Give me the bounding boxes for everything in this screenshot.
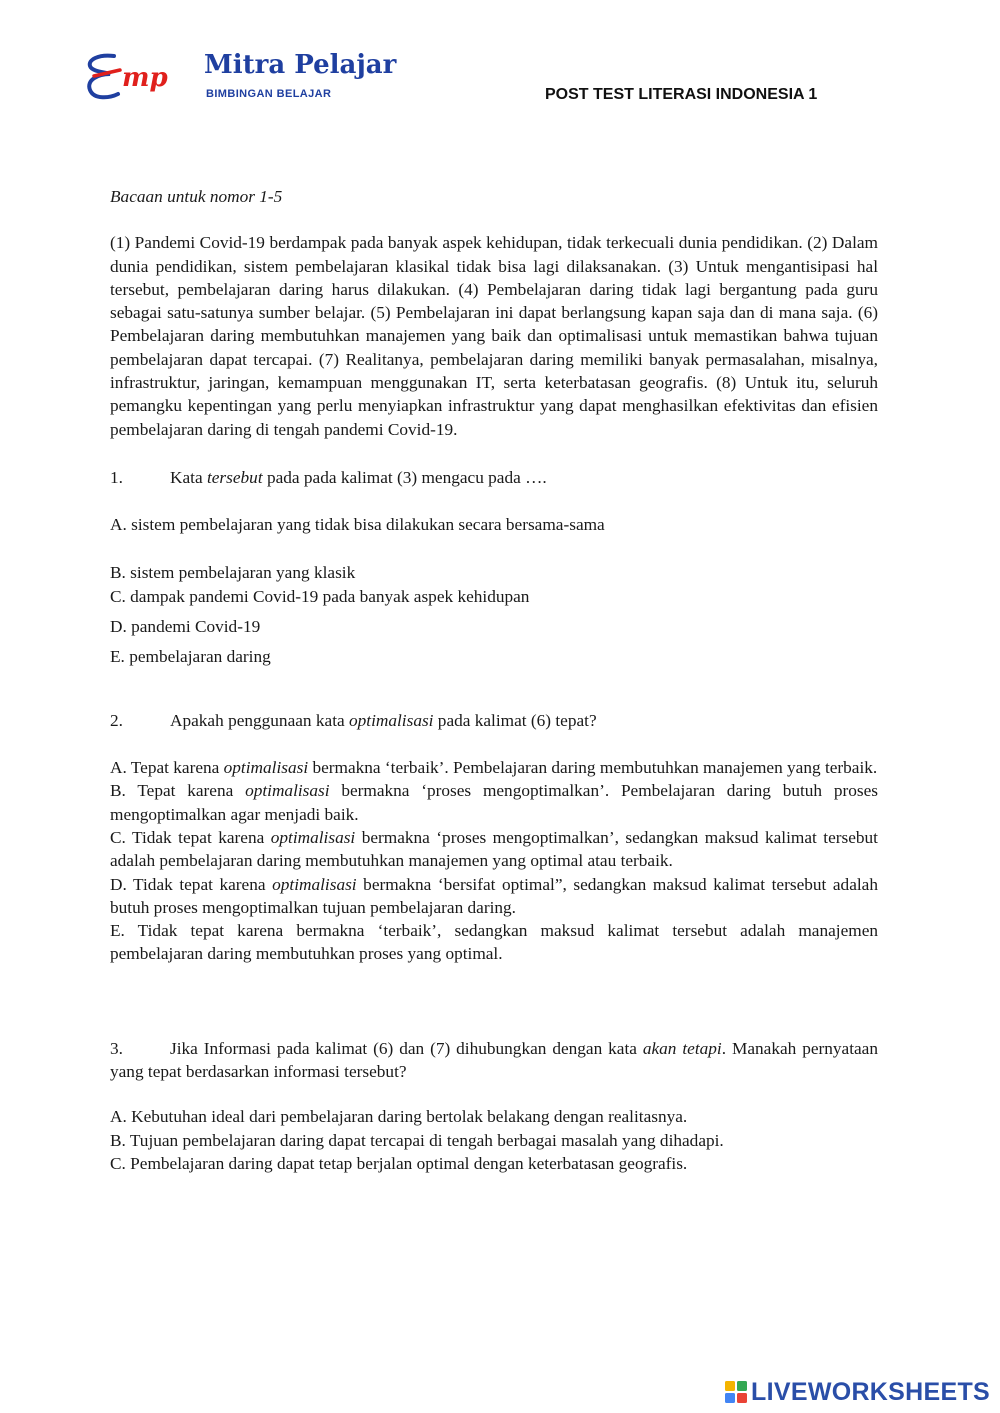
question-number: 3. [110, 1038, 123, 1058]
answer-option[interactable]: D. pandemi Covid-19 [110, 617, 261, 637]
answer-option[interactable]: B. Tepat karena optimalisasi bermakna ‘proses mengoptimalkan’. Pembelajaran daring butuh proses mengoptimalkan agar menjadi baik. [110, 781, 878, 824]
question-number: 2. [110, 710, 123, 730]
document-title: POST TEST LITERASI INDONESIA 1 [545, 86, 818, 103]
answer-option[interactable]: C. Pembelajaran daring dapat tetap berjalan optimal dengan keterbatasan geografis. [110, 1153, 688, 1173]
watermark-text: LIVEWORKSHEETS [751, 1377, 990, 1406]
answer-option[interactable]: E. pembelajaran daring [110, 647, 271, 667]
brand-logo [84, 50, 397, 106]
answer-option[interactable]: A. Tepat karena optimalisasi bermakna ‘terbaik’. Pembelajaran daring membutuhkan manajemen yang terbaik. [110, 758, 878, 778]
brand-tagline: BIMBINGAN BELAJAR [206, 88, 332, 100]
answer-option[interactable]: C. dampak pandemi Covid-19 pada banyak aspek kehidupan [110, 586, 530, 606]
brand-name: Mitra Pelajar [204, 50, 397, 80]
liveworksheets-watermark [725, 1379, 990, 1405]
answer-option[interactable]: A. Kebutuhan ideal dari pembelajaran daring bertolak belakang dengan realitasnya. [110, 1107, 688, 1127]
question-number: 1. [110, 467, 123, 487]
answer-option[interactable]: B. sistem pembelajaran yang klasik [110, 562, 356, 582]
answer-option[interactable]: D. Tidak tepat karena optimalisasi bermakna ‘bersifat optimal”, sedangkan maksud kalimat tersebut adalah butuh proses mengoptimalkan tujuan pembelajaran daring. [110, 874, 878, 917]
passage-label: Bacaan untuk nomor 1-5 [110, 187, 283, 206]
mitra-pelajar-logo-mark [84, 50, 204, 106]
answer-option[interactable]: B. Tujuan pembelajaran daring dapat tercapai di tengah berbagai masalah yang dihadapi. [110, 1130, 724, 1150]
answer-option[interactable]: E. Tidak tepat karena bermakna ‘terbaik’, sedangkan maksud kalimat tersebut adalah manajemen pembelajaran daring membutuhkan proses yang optimal. [110, 921, 878, 964]
answer-option[interactable]: A. sistem pembelajaran yang tidak bisa dilakukan secara bersama-sama [110, 515, 605, 535]
liveworksheets-logo-icon [725, 1381, 747, 1403]
question-stem: 3. Jika Informasi pada kalimat (6) dan (7) dihubungkan dengan kata akan tetapi. Manakah pernyataan yang tepat berdasarkan informasi tersebut? [110, 1038, 878, 1082]
answer-option[interactable]: C. Tidak tepat karena optimalisasi bermakna ‘proses mengoptimalkan’, sedangkan maksud kalimat tersebut adalah pembelajaran daring membutuhkan manajemen yang optimal atau terbaik. [110, 827, 878, 871]
reading-passage: (1) Pandemi Covid-19 berdampak pada banyak aspek kehidupan, tidak terkecuali dunia pendidikan. (2) Dalam dunia pendidikan, sistem pembelajaran klasikal tidak bisa lagi dilaksanakan. (3) Untuk mengantisipasi hal tersebut, pembelajaran daring harus dilakukan. (4) Pembelajaran daring tidak lagi bergantung pada guru sebagai satu-satunya sumber belajar. (5) Pembelajaran ini dapat berlangsung kapan saja dan di mana saja. (6) Pembelajaran daring membutuhkan manajemen yang baik dan optimalisasi untuk memastikan bahwa tujuan pembelajaran dapat tercapai. (7) Realitanya, pembelajaran daring memiliki banyak permasalahan, misalnya, infrastruktur, jaringan, kemampuan menggunakan IT, serta keterbatasan geografis. (8) Untuk itu, seluruh pemangku kepentingan yang perlu menyiapkan infrastruktur yang dapat menghasilkan efektivitas dan efisien pembelajaran daring di tengah pandemi Covid-19. [110, 233, 878, 439]
question-2 [110, 709, 878, 966]
logo-initials: mp [122, 63, 168, 93]
question-1 [110, 466, 878, 669]
question-stem: 2. Apakah penggunaan kata optimalisasi pada kalimat (6) tepat? [110, 709, 878, 732]
question-stem: 1. Kata tersebut pada pada kalimat (3) mengacu pada …. [110, 466, 878, 489]
worksheet-content [110, 185, 878, 1175]
question-3 [110, 1037, 878, 1175]
